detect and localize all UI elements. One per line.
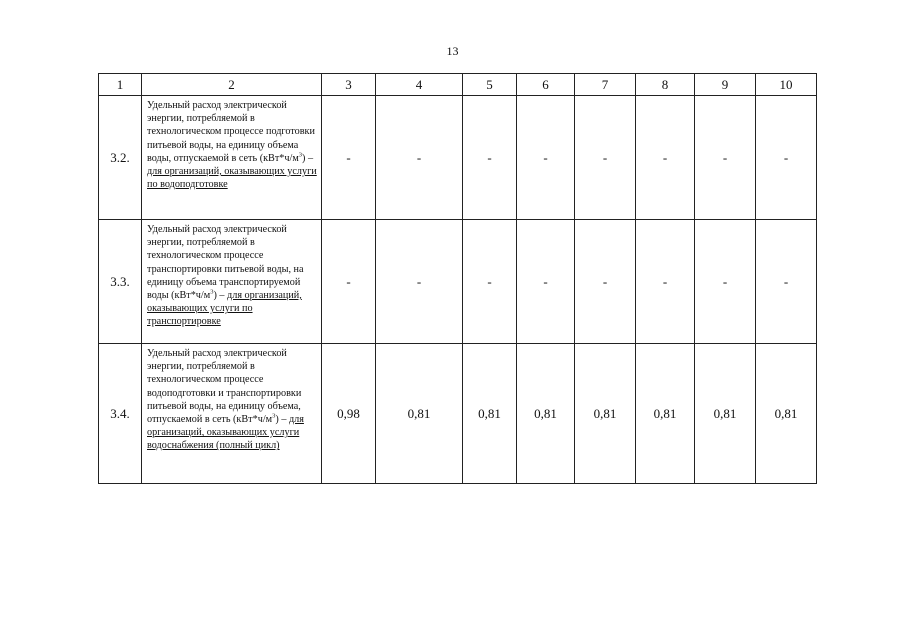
table-cell: - (756, 220, 817, 344)
table-cell: 0,98 (322, 344, 376, 484)
row-description (142, 344, 322, 484)
superscript: 3 (298, 151, 303, 159)
table-cell: 0,81 (517, 344, 575, 484)
description-text: Удельный расход электрической энергии, потребляемой в технологическом процессе подготовки питьевой воды, на единицу объема воды, отпускаемой в сеть (кВт*ч/м (147, 100, 315, 164)
description-text: ) – (213, 290, 228, 302)
row-number: 3.2. (99, 96, 142, 220)
table-cell: - (575, 220, 636, 344)
header-row (99, 74, 817, 96)
description-underlined: для организаций, оказывающих услуги водоснабжения (полный цикл) (147, 414, 304, 452)
column-header: 5 (463, 74, 517, 96)
column-header: 1 (99, 74, 142, 96)
description-text: ) – (275, 414, 289, 426)
table-cell: - (575, 96, 636, 220)
column-header: 10 (756, 74, 817, 96)
table-cell: 0,81 (636, 344, 695, 484)
table-cell: - (517, 96, 575, 220)
table-row (99, 220, 817, 344)
row-description (142, 96, 322, 220)
superscript: 3 (272, 412, 276, 420)
table-cell: - (376, 220, 463, 344)
description-underlined: для организаций, оказывающих услуги по транспортировке (147, 290, 302, 328)
table-cell: - (463, 220, 517, 344)
row-description (142, 220, 322, 344)
row-number: 3.4. (99, 344, 142, 484)
table-cell: - (322, 96, 376, 220)
superscript: 3 (210, 288, 214, 296)
table-cell: - (695, 220, 756, 344)
column-header: 7 (575, 74, 636, 96)
column-header: 4 (376, 74, 463, 96)
table-cell: 0,81 (575, 344, 636, 484)
description-underlined: для организаций, оказывающих услуги по водоподготовке (147, 166, 317, 191)
table-cell: - (636, 96, 695, 220)
row-number: 3.3. (99, 220, 142, 344)
description-text: ) – (302, 152, 314, 164)
table-cell: - (517, 220, 575, 344)
table-cell: 0,81 (756, 344, 817, 484)
table-cell: 0,81 (376, 344, 463, 484)
column-header: 8 (636, 74, 695, 96)
table-row (99, 96, 817, 220)
description-text: Удельный расход электрической энергии, потребляемой в технологическом процессе водоподготовки и транспортировки питьевой воды, на единицу объема, отпускаемой в сеть (кВт*ч/м (147, 348, 302, 426)
column-header: 2 (142, 74, 322, 96)
column-header: 9 (695, 74, 756, 96)
table-cell: 0,81 (463, 344, 517, 484)
table-cell: 0,81 (695, 344, 756, 484)
table-cell: - (636, 220, 695, 344)
table-cell: - (322, 220, 376, 344)
page-number: 13 (446, 44, 459, 58)
description-text: Удельный расход электрической энергии, потребляемой в технологическом процессе транспортировки питьевой воды, на единицу объема транспортируемой воды (кВт*ч/м (147, 224, 304, 302)
table-row (99, 344, 817, 484)
table-cell: - (376, 96, 463, 220)
table-cell: - (756, 96, 817, 220)
table-cell: - (463, 96, 517, 220)
column-header: 6 (517, 74, 575, 96)
column-header: 3 (322, 74, 376, 96)
data-table (98, 73, 817, 484)
table-cell: - (695, 96, 756, 220)
